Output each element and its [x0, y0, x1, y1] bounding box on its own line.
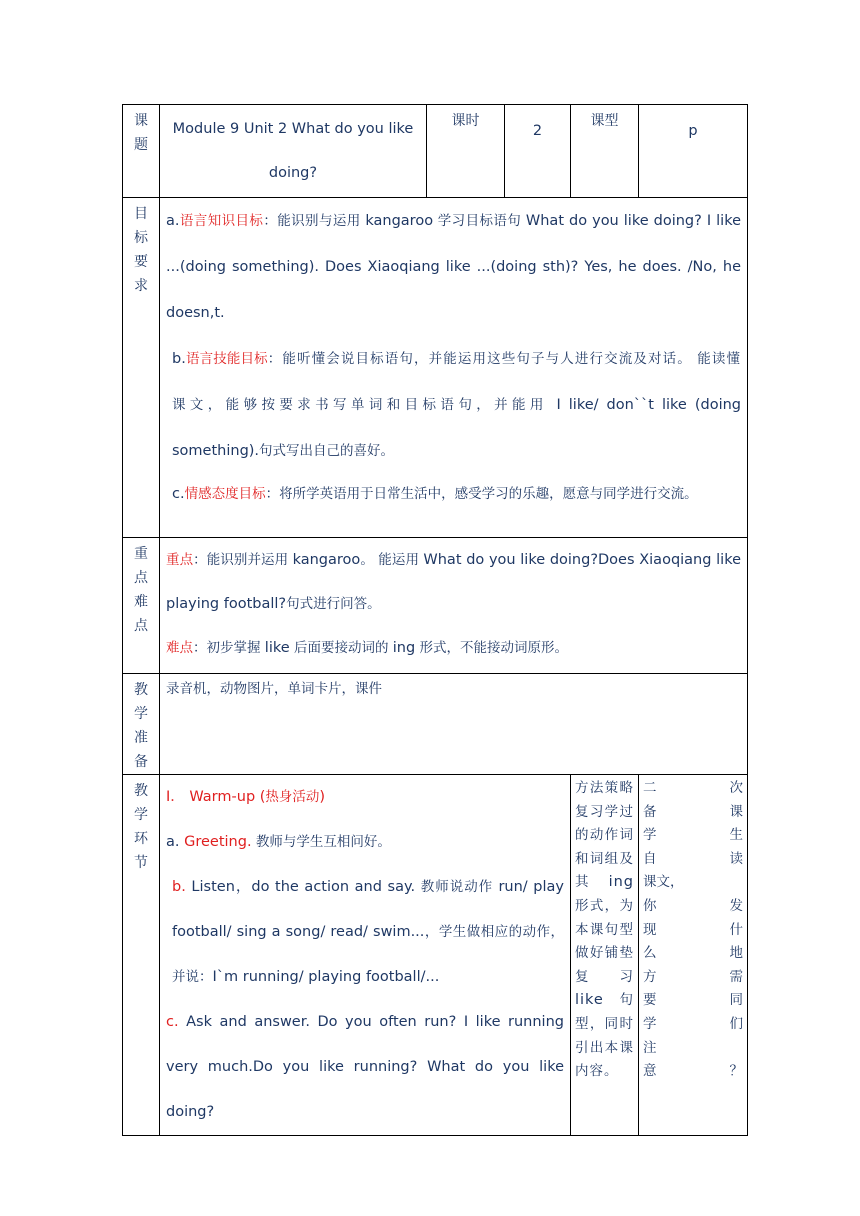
header-row [123, 105, 748, 198]
objectives-content [160, 198, 748, 538]
objective-b-text: ：能听懂会说目标语句，并能运用这些句子与人进行交流及对话。 能读懂课文，能够按要求书写单词和目标语句，并能用 [172, 351, 741, 413]
warmup-number: Ⅰ． [166, 789, 185, 805]
second-prep-line [643, 801, 743, 825]
label-char: 难 [134, 594, 148, 610]
second-prep-line [643, 871, 743, 895]
second-prep-char: 自 [643, 850, 657, 867]
step-c [166, 1000, 564, 1135]
key-point-text3: 句式进行问答。 [286, 596, 381, 612]
step-c-text: Ask and answer. Do you often run? I like running very much.Do you like running? What do you like doing? [166, 1014, 564, 1120]
step-b-sentence: I`m running/ playing football/... [212, 969, 440, 985]
step-b-cn2: ，学生做相应的动作，并说： [172, 924, 564, 985]
second-prep-line [643, 1060, 743, 1084]
label-char: 教 [134, 783, 148, 799]
second-prep-char: 备 [643, 803, 657, 820]
second-prep-line [643, 1013, 743, 1037]
second-prep-char: 课文， [643, 874, 684, 891]
objective-b-sentence: I like/ don``t like (doing something). [172, 397, 742, 459]
second-prep-char: ？ [729, 1063, 743, 1080]
second-prep-char: 要 [643, 992, 657, 1009]
lesson-plan-table [122, 104, 748, 1136]
key-point-word: kangaroo [292, 552, 361, 568]
label-char: 要 [134, 254, 148, 270]
second-prep-char: 意 [643, 1063, 657, 1080]
difficult-point-word: like [264, 640, 290, 656]
preparation-content: 录音机，动物图片，单词卡片，课件 [160, 674, 748, 775]
method-text2: 形式，为本课句型做好铺垫复习 [575, 897, 634, 985]
label-char: 求 [134, 278, 148, 294]
topic-label [123, 105, 160, 198]
step-b-words: run/ play football/ sing a song/ read/ swim... [172, 879, 564, 940]
objective-a-heading: 语言知识目标 [179, 213, 264, 229]
second-prep-char: 课 [729, 803, 743, 820]
label-char: 学 [134, 706, 148, 722]
key-point-text2: 。 能运用 [360, 552, 424, 568]
type-value: p [639, 105, 748, 198]
method-strategy-cell [571, 775, 639, 1136]
second-prep-line [643, 919, 743, 943]
method-text: 方法策略复习学过的动作词和词组及其 [575, 780, 634, 891]
step-a-heading: Greeting. [184, 834, 252, 850]
second-prep-char: 方 [643, 968, 657, 985]
difficult-point-text3: 形式，不能接动词原形。 [415, 640, 568, 656]
warmup-title-cn: 热身活动 [265, 789, 320, 805]
second-prep-char: 么 [643, 945, 657, 962]
period-value: 2 [505, 105, 571, 198]
keypoints-content [160, 538, 748, 674]
keypoints-label [123, 538, 160, 674]
key-point-sentence: What do you like doing?Does Xiaoqiang like playing football? [166, 552, 741, 612]
keypoints-row [123, 538, 748, 674]
second-prep-char: 什 [729, 921, 743, 938]
key-point-heading: 重点 [166, 552, 194, 568]
objective-b-heading: 语言技能目标 [185, 351, 268, 367]
method-text3: 句型，同时引出本课内容。 [575, 992, 634, 1080]
second-prep-char: 现 [643, 921, 657, 938]
objective-c-heading: 情感态度目标 [184, 486, 266, 502]
second-prep-char: 需 [729, 968, 743, 985]
procedure-label [123, 775, 160, 1136]
method-word: ing [608, 874, 634, 891]
second-prep-char: 同 [729, 992, 743, 1009]
label-char: 节 [134, 855, 148, 871]
second-prep-line [643, 1037, 743, 1061]
objective-a-text: ：能识别与运用 [263, 213, 366, 229]
second-prep-char: 读 [729, 850, 743, 867]
label-char: 目 [134, 206, 148, 222]
warmup-heading [166, 775, 564, 820]
label-char: 标 [134, 230, 148, 246]
label-char: 环 [134, 831, 148, 847]
objective-a [166, 198, 741, 336]
difficult-point-text2: 后面要接动词的 [289, 640, 393, 656]
step-b-text: Listen，do the action and say. [191, 879, 421, 895]
second-prep-cell [639, 775, 748, 1136]
difficult-point [166, 626, 741, 670]
second-prep-line [643, 942, 743, 966]
objective-b [166, 336, 741, 474]
second-prep-line [643, 824, 743, 848]
label-char: 重 [134, 546, 148, 562]
key-point-text: ：能识别并运用 [193, 552, 293, 568]
second-prep-char: 们 [729, 1015, 743, 1032]
second-prep-char: 发 [729, 897, 743, 914]
second-prep-line [643, 895, 743, 919]
label-char: 题 [134, 137, 148, 153]
warmup-close: ) [319, 789, 326, 805]
second-prep-line [643, 989, 743, 1013]
difficult-point-word2: ing [392, 640, 416, 656]
step-a-prefix: a. [166, 834, 185, 850]
second-prep-char: 学 [643, 1015, 657, 1032]
step-a [166, 820, 564, 865]
lesson-title: Module 9 Unit 2 What do you like doing? [160, 105, 427, 198]
objective-a-word: kangaroo [365, 213, 434, 229]
label-char: 点 [134, 618, 148, 634]
objectives-row [123, 198, 748, 538]
step-a-text: 教师与学生互相问好。 [251, 834, 391, 850]
second-prep-line [643, 966, 743, 990]
key-point [166, 538, 741, 626]
label-char: 课 [134, 113, 148, 129]
step-c-prefix: c. [166, 1014, 187, 1030]
objective-a-sentence: What do you like doing? I like ...(doing something). Does Xiaoqiang like ...(doing sth)? Yes, he does. /No, he doesn,t. [166, 213, 741, 321]
objective-a-text2: 学习目标语句 [433, 213, 526, 229]
objectives-label [123, 198, 160, 538]
second-prep-char: 生 [729, 827, 743, 844]
second-prep-notes [643, 777, 743, 1084]
second-prep-char: 二 [643, 780, 657, 796]
second-prep-char: 次 [729, 780, 743, 796]
step-b-cn: 教师说动作 [420, 879, 499, 895]
second-prep-line [643, 848, 743, 872]
label-char: 学 [134, 807, 148, 823]
step-b-prefix: b. [172, 879, 192, 895]
second-prep-line [643, 777, 743, 801]
method-word2: like [575, 992, 604, 1009]
objective-a-prefix: a. [166, 213, 180, 229]
second-prep-char: 注 [643, 1039, 657, 1056]
warmup-title: Warm-up ( [184, 789, 266, 805]
label-char: 教 [134, 682, 148, 698]
second-prep-char: 你 [643, 897, 657, 914]
preparation-label [123, 674, 160, 775]
objective-c [166, 474, 741, 514]
procedure-content [160, 775, 571, 1136]
objective-c-prefix: c. [172, 486, 185, 502]
step-b [166, 865, 564, 1000]
objective-c-text: ：将所学英语用于日常生活中，感受学习的乐趣，愿意与同学进行交流。 [265, 486, 698, 502]
label-char: 准 [134, 730, 148, 746]
difficult-point-text: ：初步掌握 [193, 640, 265, 656]
second-prep-char: 学 [643, 827, 657, 844]
objective-b-text2: 句式写出自己的喜好。 [259, 443, 395, 459]
objective-b-prefix: b. [172, 351, 186, 367]
label-char: 备 [134, 754, 148, 770]
difficult-point-heading: 难点 [166, 640, 193, 656]
procedure-row [123, 775, 748, 1136]
label-char: 点 [134, 570, 148, 586]
second-prep-char: 地 [729, 945, 743, 962]
period-label: 课时 [427, 105, 505, 198]
preparation-row [123, 674, 748, 775]
type-label: 课型 [571, 105, 639, 198]
